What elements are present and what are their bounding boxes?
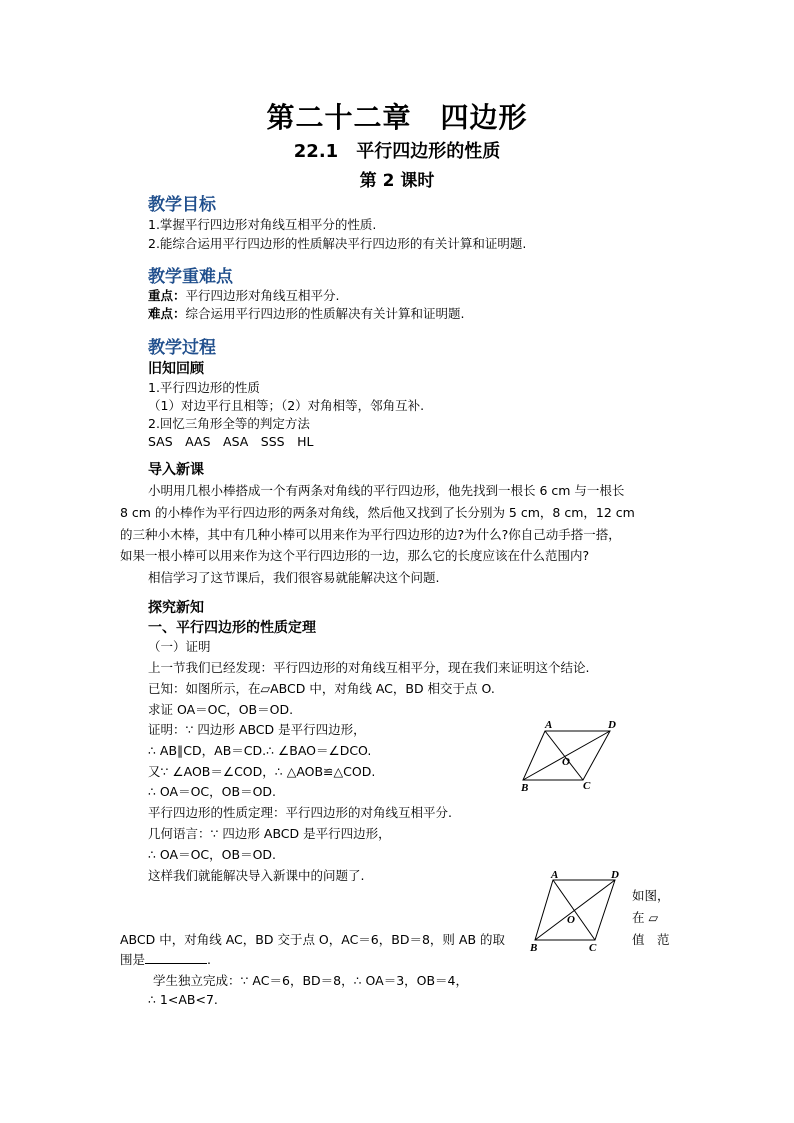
intro-line-5: 相信学习了这节课后，我们很容易就能解决这个问题. xyxy=(148,570,440,585)
goal-item-1: 1.掌握平行四边形对角线互相平分的性质. xyxy=(148,217,377,232)
example-right-2: 在 ▱ xyxy=(632,910,659,925)
intro-line-4: 如果一根小棒可以用来作为这个平行四边形的一边，那么它的长度应该在什么范围内? xyxy=(120,548,590,563)
diagonal-ac xyxy=(553,880,595,940)
key-point-text: 平行四边形对角线互相平分. xyxy=(185,288,340,303)
section-title: 22.1 平行四边形的性质 xyxy=(293,141,501,162)
chapter-title: 第二十二章 四边形 xyxy=(266,101,528,134)
key-point-label: 重点： xyxy=(148,288,186,303)
example-line-1: ABCD 中，对角线 AC，BD 交于点 O，AC＝6，BD＝8，则 AB 的取 xyxy=(120,932,505,947)
hard-point-text: 综合运用平行四边形的性质解决有关计算和证明题. xyxy=(185,306,465,321)
explore-line-10: ∴ OA＝OC，OB＝OD. xyxy=(148,847,277,862)
explore-line-9: 几何语言：∵ 四边形 ABCD 是平行四边形， xyxy=(148,826,391,841)
explore-line-1: 上一节我们已经发现：平行四边形的对角线互相平分，现在我们来证明这个结论. xyxy=(148,660,590,675)
example-line-2 xyxy=(120,950,211,968)
explore-line-4: 证明：∵ 四边形 ABCD 是平行四边形， xyxy=(148,722,366,737)
explore-line-6: 又∵ ∠AOB＝∠COD，∴ △AOB≌△COD. xyxy=(148,764,376,779)
explore-line-2: 已知：如图所示，在▱ABCD 中，对角线 AC，BD 相交于点 O. xyxy=(148,681,495,696)
difficulty-heading: 教学重难点 xyxy=(148,267,233,287)
explore-heading: 探究新知 xyxy=(148,600,204,616)
intro-line-1: 小明用几根小棒搭成一个有两条对角线的平行四边形，他先找到一根长 6 cm 与一根长 xyxy=(148,483,625,498)
explore-line-8: 平行四边形的性质定理：平行四边形的对角线互相平分. xyxy=(148,805,452,820)
example-right-3: 值 范 xyxy=(632,932,670,947)
intro-heading: 导入新课 xyxy=(148,462,204,478)
answer-blank xyxy=(145,952,207,964)
label-b: B xyxy=(521,782,529,793)
goals-heading: 教学目标 xyxy=(148,195,216,215)
label-c: C xyxy=(583,780,591,792)
example-line-2-prefix: 围是 xyxy=(120,952,146,967)
goal-item-2: 2.能综合运用平行四边形的性质解决平行四边形的有关计算和证明题. xyxy=(148,236,527,251)
hard-point-label: 难点： xyxy=(148,306,186,321)
label-c: C xyxy=(589,942,597,954)
label-a: A xyxy=(545,719,553,731)
diagonal-bd xyxy=(535,880,615,940)
key-point xyxy=(148,286,340,304)
parallelogram-figure-2 xyxy=(525,868,625,954)
intro-line-2: 8 cm 的小棒作为平行四边形的两条对角线，然后他又找到了长分别为 5 cm，8 cm，12 cm xyxy=(120,505,635,520)
solution-line-1: 学生独立完成：∵ AC＝6，BD＝8，∴ OA＝3，OB＝4， xyxy=(153,973,469,988)
explore-line-7: ∴ OA＝OC，OB＝OD. xyxy=(148,784,277,799)
label-o: O xyxy=(562,756,570,768)
explore-line-3: 求证 OA＝OC，OB＝OD. xyxy=(148,702,294,717)
example-right-1: 如图， xyxy=(632,888,670,903)
proof-label: （一）证明 xyxy=(148,639,211,654)
label-a: A xyxy=(551,869,559,881)
label-o: O xyxy=(567,914,575,926)
label-d: D xyxy=(608,719,616,731)
review-line-3: 2.回忆三角形全等的判定方法 xyxy=(148,416,310,431)
intro-line-3: 的三种小木棒，其中有几种小棒可以用来作为平行四边形的边?为什么?你自己动手搭一搭， xyxy=(120,527,621,542)
solution-line-2: ∴ 1<AB<7. xyxy=(148,992,218,1007)
process-heading: 教学过程 xyxy=(148,338,216,358)
explore-line-11: 这样我们就能解决导入新课中的问题了. xyxy=(148,868,365,883)
review-line-1: 1.平行四边形的性质 xyxy=(148,380,260,395)
label-d: D xyxy=(611,869,619,881)
explore-line-5: ∴ AB∥CD，AB＝CD.∴ ∠BAO＝∠DCO. xyxy=(148,743,372,758)
review-heading: 旧知回顾 xyxy=(148,361,204,377)
theorem-heading: 一、平行四边形的性质定理 xyxy=(148,620,316,636)
example-line-2-suffix: . xyxy=(207,952,211,967)
hard-point xyxy=(148,304,465,322)
review-line-2: （1）对边平行且相等；（2）对角相等，邻角互补. xyxy=(148,398,425,413)
parallelogram-figure-1 xyxy=(515,717,625,793)
lesson-title: 第 2 课时 xyxy=(359,171,435,191)
review-line-4: SAS AAS ASA SSS HL xyxy=(148,434,314,449)
label-b: B xyxy=(530,942,538,954)
